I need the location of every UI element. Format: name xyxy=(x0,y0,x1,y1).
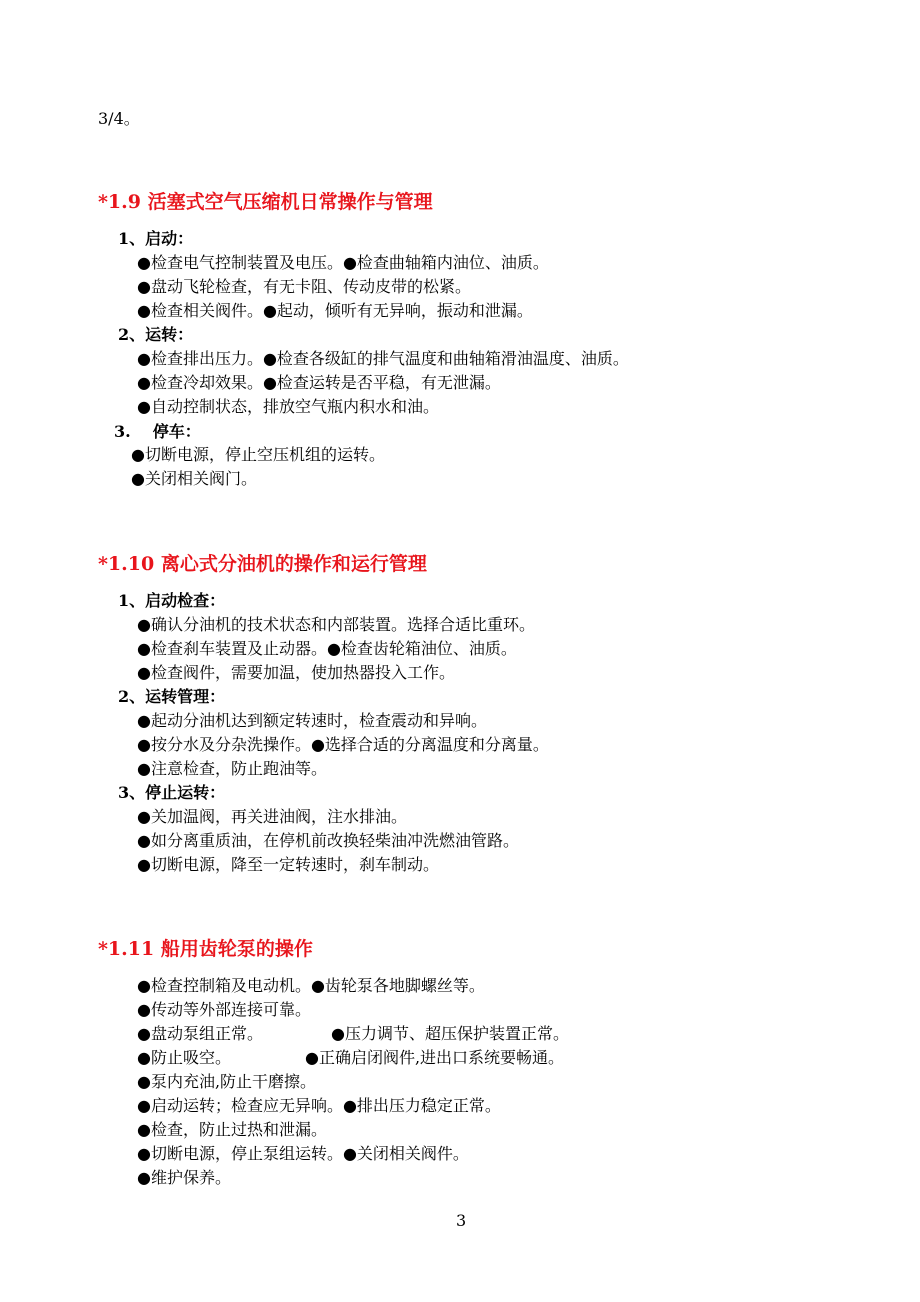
s110-subheading-stop: 3、停止运转： xyxy=(118,783,226,802)
section-1-10-title: *1.10 离心式分油机的操作和运行管理 xyxy=(98,553,427,575)
s111-item-5: ●泵内充油,防止干磨擦。 xyxy=(137,1072,317,1091)
s111-item-4a: ●防止吸空。 xyxy=(137,1048,231,1067)
s111-item-6: ●启动运转；检查应无异响。●排出压力稳定正常。 xyxy=(137,1096,501,1115)
section-1-9-title: *1.9 活塞式空气压缩机日常操作与管理 xyxy=(98,191,433,213)
continued-text: 3/4。 xyxy=(98,109,140,128)
s19-item-7: ●切断电源，停止空压机组的运转。 xyxy=(131,445,385,464)
s111-item-2: ●传动等外部连接可靠。 xyxy=(137,1000,311,1019)
s19-item-3: ●检查相关阀件。●起动，倾听有无异响，振动和泄漏。 xyxy=(137,301,533,320)
s110-item-6: ●注意检查，防止跑油等。 xyxy=(137,759,327,778)
s19-subheading-run: 2、运转： xyxy=(118,325,194,344)
s110-item-2: ●检查刹车装置及止动器。●检查齿轮箱油位、油质。 xyxy=(137,639,517,658)
page-number: 3 xyxy=(456,1211,467,1230)
s110-item-3: ●检查阀件，需要加温，使加热器投入工作。 xyxy=(137,663,455,682)
s19-item-8: ●关闭相关阀门。 xyxy=(131,469,257,488)
s110-item-4: ●起动分油机达到额定转速时，检查震动和异响。 xyxy=(137,711,487,730)
s111-item-4b: ●正确启闭阀件,进出口系统要畅通。 xyxy=(305,1048,565,1067)
s19-item-6: ●自动控制状态，排放空气瓶内积水和油。 xyxy=(137,397,439,416)
s110-item-7: ●关加温阀，再关进油阀，注水排油。 xyxy=(137,807,407,826)
s110-item-8: ●如分离重质油，在停机前改换轻柴油冲洗燃油管路。 xyxy=(137,831,519,850)
section-1-11-title: *1.11 船用齿轮泵的操作 xyxy=(98,938,313,960)
s19-stop-number: 3. xyxy=(114,422,131,441)
s19-item-5: ●检查冷却效果。●检查运转是否平稳，有无泄漏。 xyxy=(137,373,501,392)
s110-item-1: ●确认分油机的技术状态和内部装置。选择合适比重环。 xyxy=(137,615,535,634)
s110-subheading-start: 1、启动检查： xyxy=(118,591,226,610)
s111-item-9: ●维护保养。 xyxy=(137,1168,231,1187)
s19-item-1: ●检查电气控制装置及电压。●检查曲轴箱内油位、油质。 xyxy=(137,253,549,272)
s19-item-4: ●检查排出压力。●检查各级缸的排气温度和曲轴箱滑油温度、油质。 xyxy=(137,349,629,368)
s111-item-3b: ●压力调节、超压保护装置正常。 xyxy=(331,1024,569,1043)
s111-item-3a: ●盘动泵组正常。 xyxy=(137,1024,263,1043)
s111-item-1: ●检查控制箱及电动机。●齿轮泵各地脚螺丝等。 xyxy=(137,976,485,995)
s19-subheading-start: 1、启动： xyxy=(118,229,194,248)
s110-subheading-run: 2、运转管理： xyxy=(118,687,226,706)
s19-item-2: ●盘动飞轮检查，有无卡阻、传动皮带的松紧。 xyxy=(137,277,471,296)
s110-item-9: ●切断电源，降至一定转速时，刹车制动。 xyxy=(137,855,439,874)
s19-stop-label: 停车： xyxy=(152,422,201,441)
s19-subheading-stop xyxy=(114,421,201,443)
s111-item-8: ●切断电源，停止泵组运转。●关闭相关阀件。 xyxy=(137,1144,469,1163)
s110-item-5: ●按分水及分杂洗操作。●选择合适的分离温度和分离量。 xyxy=(137,735,549,754)
s111-item-7: ●检查，防止过热和泄漏。 xyxy=(137,1120,327,1139)
